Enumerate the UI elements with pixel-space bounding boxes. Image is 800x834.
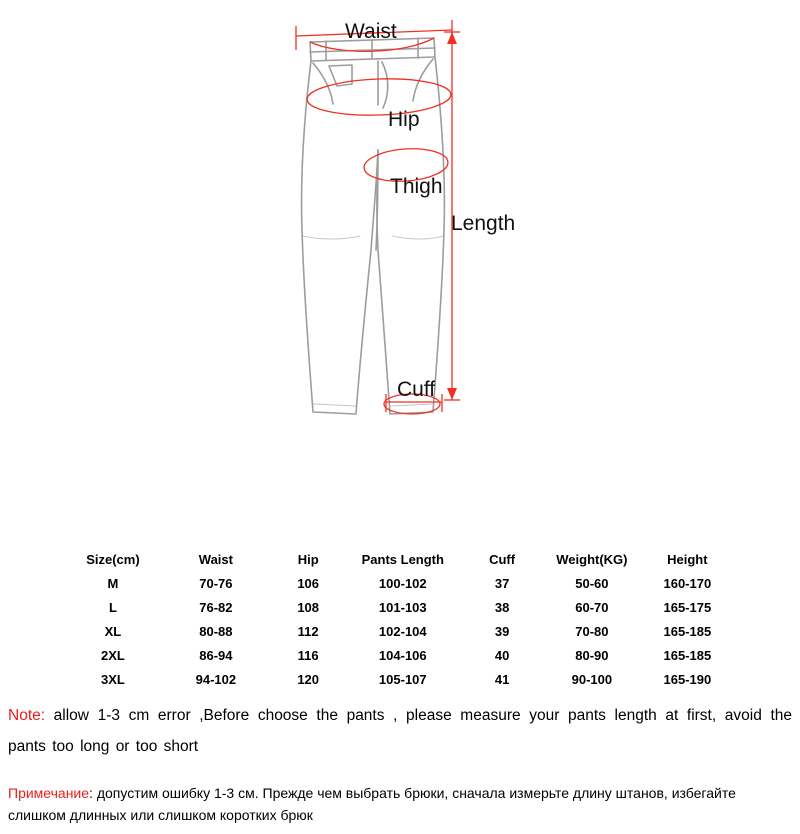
table-row (70, 596, 730, 620)
table-cell: 37 (494, 576, 510, 591)
table-cell: 94-102 (195, 672, 237, 687)
table-cell: 105-107 (378, 672, 427, 687)
table-cell: 100-102 (378, 576, 427, 591)
size-table-container (0, 548, 800, 692)
note-english-text: allow 1-3 cm error ,Before choose the pants , please measure your pants length at first, avoid the pants too long or too short (8, 707, 792, 755)
table-header-cell: Hip (297, 552, 319, 567)
table-cell: 160-170 (663, 576, 712, 591)
table-cell: 104-106 (378, 648, 427, 663)
table-header-cell: Size(cm) (86, 552, 140, 567)
table-cell: L (108, 600, 117, 615)
table-row (70, 572, 730, 596)
diagram-label-hip: Hip (388, 108, 420, 131)
table-header-cell: Cuff (489, 552, 516, 567)
table-cell: 86-94 (199, 648, 233, 663)
table-cell: 80-88 (199, 624, 233, 639)
size-table (70, 548, 730, 692)
table-cell: 41 (494, 672, 510, 687)
diagram-label-length: Length (451, 212, 516, 235)
table-cell: 165-190 (663, 672, 712, 687)
diagram-label-cuff: Cuff (397, 378, 436, 401)
table-header-cell: Weight(KG) (556, 552, 628, 567)
table-cell: 112 (297, 624, 319, 639)
table-cell: 70-76 (199, 576, 233, 591)
table-row (70, 620, 730, 644)
table-cell: 90-100 (571, 672, 613, 687)
table-cell: 40 (494, 648, 510, 663)
table-cell: 165-175 (663, 600, 712, 615)
table-cell: 39 (494, 624, 510, 639)
table-cell: 108 (297, 600, 320, 615)
table-cell: 165-185 (663, 624, 712, 639)
table-row (70, 668, 730, 692)
note-russian (8, 782, 792, 826)
diagram-label-waist: Waist (345, 20, 397, 43)
table-cell: 70-80 (575, 624, 609, 639)
table-header-row (70, 548, 730, 572)
table-cell: 76-82 (199, 600, 233, 615)
table-cell: 80-90 (575, 648, 609, 663)
table-cell: 106 (297, 576, 320, 591)
table-header-cell: Waist (198, 552, 233, 567)
table-header-cell: Height (667, 552, 708, 567)
table-cell: 116 (297, 648, 319, 663)
table-cell: 3XL (101, 672, 125, 687)
note-russian-keyword: Примечание (8, 785, 90, 801)
note-english (8, 700, 792, 762)
table-header-cell: Pants Length (361, 552, 444, 567)
table-cell: 102-104 (378, 624, 427, 639)
table-row (70, 644, 730, 668)
table-cell: M (107, 576, 119, 591)
table-cell: 101-103 (378, 600, 427, 615)
table-cell: 120 (297, 672, 320, 687)
note-russian-text: : допустим ошибку 1-3 см. Прежде чем выбрать брюки, сначала измерьте длину штанов, избегайте слишком длинных или слишком коротких брюк (8, 785, 736, 823)
table-cell: 50-60 (575, 576, 609, 591)
table-cell: 60-70 (575, 600, 609, 615)
notes-section (8, 700, 792, 826)
table-cell: 38 (494, 600, 510, 615)
table-cell: XL (104, 624, 122, 639)
table-cell: 165-185 (663, 648, 712, 663)
diagram-label-thigh: Thigh (390, 175, 443, 198)
table-cell: 2XL (101, 648, 125, 663)
note-english-keyword: Note: (8, 707, 46, 724)
